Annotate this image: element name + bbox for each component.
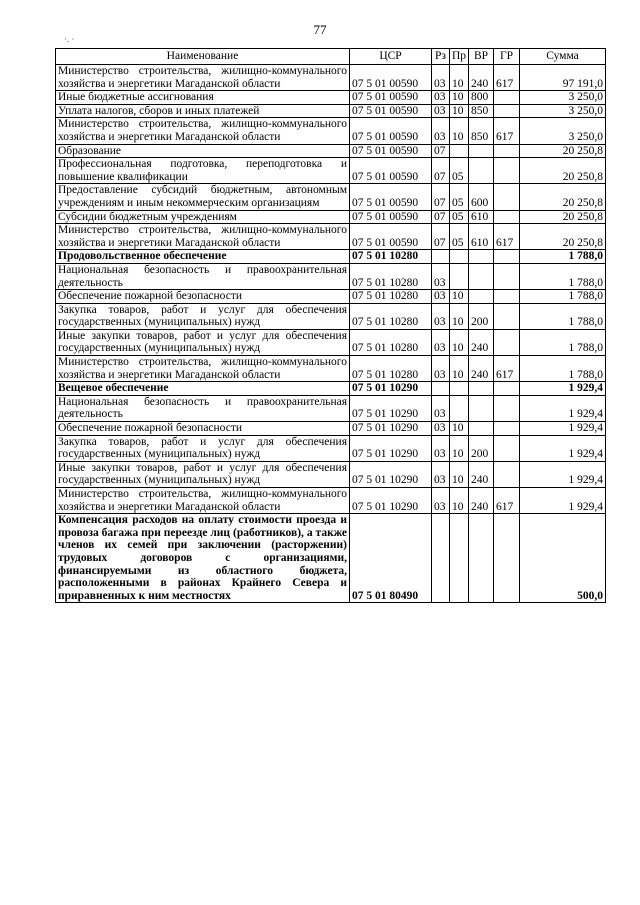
cell-pr: 05 [450, 158, 469, 184]
cell-rz: 03 [432, 91, 450, 105]
cell-vr [469, 290, 494, 304]
table-row [56, 303, 606, 329]
cell-gr [494, 514, 520, 603]
cell-rz: 03 [432, 65, 450, 91]
cell-rz: 03 [432, 422, 450, 436]
cell-pr: 05 [450, 184, 469, 210]
cell-gr: 617 [494, 488, 520, 514]
cell-vr: 240 [469, 329, 494, 355]
cell-sum: 1 788,0 [520, 290, 606, 304]
cell-rz: 03 [432, 290, 450, 304]
table-row [56, 65, 606, 91]
cell-gr: 617 [494, 356, 520, 382]
cell-name: Предоставление субсидий бюджетным, автономным учреждениям и иным некоммерческим организациям [56, 184, 350, 210]
cell-pr: 10 [450, 356, 469, 382]
cell-rz: 03 [432, 488, 450, 514]
cell-name: Министерство строительства, жилищно-коммунального хозяйства и энергетики Магаданской области [56, 224, 350, 250]
cell-sum: 1 788,0 [520, 250, 606, 264]
cell-gr: 617 [494, 224, 520, 250]
cell-sum: 1 788,0 [520, 263, 606, 289]
cell-pr: 10 [450, 290, 469, 304]
cell-pr [450, 263, 469, 289]
budget-table [55, 48, 606, 603]
cell-gr [494, 184, 520, 210]
cell-vr [469, 422, 494, 436]
cell-sum: 3 250,0 [520, 118, 606, 144]
cell-rz: 03 [432, 303, 450, 329]
cell-rz: 07 [432, 210, 450, 224]
cell-name: Профессиональная подготовка, переподготовка и повышение квалификации [56, 158, 350, 184]
cell-csr: 07 5 01 10290 [350, 488, 432, 514]
cell-sum: 1 788,0 [520, 329, 606, 355]
cell-sum: 20 250,8 [520, 224, 606, 250]
cell-pr: 10 [450, 91, 469, 105]
cell-rz: 03 [432, 395, 450, 421]
table-row [56, 329, 606, 355]
cell-pr: 10 [450, 303, 469, 329]
cell-pr: 10 [450, 422, 469, 436]
cell-pr [450, 144, 469, 158]
cell-rz: 07 [432, 184, 450, 210]
cell-rz: 03 [432, 356, 450, 382]
cell-csr: 07 5 01 10290 [350, 382, 432, 396]
cell-gr [494, 263, 520, 289]
cell-rz: 03 [432, 263, 450, 289]
cell-csr: 07 5 01 10280 [350, 329, 432, 355]
table-row [56, 118, 606, 144]
cell-name: Иные закупки товаров, работ и услуг для обеспечения государственных (муниципальных) нужд [56, 329, 350, 355]
cell-vr: 200 [469, 303, 494, 329]
cell-pr: 10 [450, 65, 469, 91]
cell-csr: 07 5 01 10280 [350, 303, 432, 329]
cell-sum: 20 250,8 [520, 158, 606, 184]
cell-sum: 3 250,0 [520, 91, 606, 105]
cell-gr [494, 435, 520, 461]
cell-gr: 617 [494, 65, 520, 91]
cell-vr: 200 [469, 435, 494, 461]
table-row [56, 224, 606, 250]
cell-vr [469, 382, 494, 396]
table-body [56, 65, 606, 603]
cell-vr [469, 263, 494, 289]
cell-name: Субсидии бюджетным учреждениям [56, 210, 350, 224]
cell-vr: 240 [469, 65, 494, 91]
cell-name: Министерство строительства, жилищно-коммунального хозяйства и энергетики Магаданской области [56, 118, 350, 144]
cell-name: Национальная безопасность и правоохранительная деятельность [56, 395, 350, 421]
cell-name: Министерство строительства, жилищно-коммунального хозяйства и энергетики Магаданской области [56, 488, 350, 514]
cell-rz: 03 [432, 104, 450, 118]
cell-vr: 240 [469, 488, 494, 514]
cell-sum: 1 929,4 [520, 488, 606, 514]
table-row [56, 422, 606, 436]
cell-csr: 07 5 01 00590 [350, 104, 432, 118]
cell-pr [450, 382, 469, 396]
cell-rz: 07 [432, 224, 450, 250]
header-sum: Сумма [520, 49, 606, 65]
cell-csr: 07 5 01 10290 [350, 422, 432, 436]
cell-csr: 07 5 01 10280 [350, 356, 432, 382]
cell-sum: 20 250,8 [520, 210, 606, 224]
cell-rz: 03 [432, 461, 450, 487]
cell-gr [494, 158, 520, 184]
cell-csr: 07 5 01 00590 [350, 91, 432, 105]
cell-sum: 1 929,4 [520, 461, 606, 487]
cell-gr [494, 144, 520, 158]
cell-rz: 03 [432, 435, 450, 461]
cell-vr: 610 [469, 224, 494, 250]
header-csr: ЦСР [350, 49, 432, 65]
cell-pr: 05 [450, 224, 469, 250]
cell-name: Образование [56, 144, 350, 158]
cell-gr [494, 461, 520, 487]
cell-csr: 07 5 01 10280 [350, 290, 432, 304]
cell-csr: 07 5 01 00590 [350, 210, 432, 224]
header-name: Наименование [56, 49, 350, 65]
cell-csr: 07 5 01 00590 [350, 144, 432, 158]
cell-pr [450, 395, 469, 421]
cell-pr: 10 [450, 118, 469, 144]
table-row [56, 210, 606, 224]
table-header-row [56, 49, 606, 65]
cell-csr: 07 5 01 00590 [350, 65, 432, 91]
cell-rz: 03 [432, 329, 450, 355]
cell-gr [494, 104, 520, 118]
table-row [56, 435, 606, 461]
table-row [56, 104, 606, 118]
cell-name: Продовольственное обеспечение [56, 250, 350, 264]
cell-vr: 610 [469, 210, 494, 224]
cell-name: Национальная безопасность и правоохранительная деятельность [56, 263, 350, 289]
cell-vr [469, 395, 494, 421]
cell-vr [469, 158, 494, 184]
cell-gr [494, 210, 520, 224]
table-row [56, 91, 606, 105]
cell-vr: 240 [469, 356, 494, 382]
cell-rz: 03 [432, 118, 450, 144]
cell-name: Министерство строительства, жилищно-коммунального хозяйства и энергетики Магаданской области [56, 356, 350, 382]
cell-pr: 10 [450, 104, 469, 118]
table-row [56, 290, 606, 304]
cell-gr [494, 422, 520, 436]
cell-sum: 1 929,4 [520, 395, 606, 421]
cell-vr [469, 250, 494, 264]
cell-sum: 97 191,0 [520, 65, 606, 91]
cell-pr: 10 [450, 461, 469, 487]
cell-gr [494, 329, 520, 355]
cell-vr: 850 [469, 118, 494, 144]
cell-vr: 600 [469, 184, 494, 210]
cell-rz [432, 514, 450, 603]
cell-name: Иные бюджетные ассигнования [56, 91, 350, 105]
cell-sum: 20 250,8 [520, 144, 606, 158]
header-vr: ВР [469, 49, 494, 65]
table-row [56, 382, 606, 396]
header-rz: Рз [432, 49, 450, 65]
table-row [56, 488, 606, 514]
table-row [56, 263, 606, 289]
table-row [56, 395, 606, 421]
cell-rz: 07 [432, 158, 450, 184]
cell-csr: 07 5 01 80490 [350, 514, 432, 603]
cell-csr: 07 5 01 00590 [350, 118, 432, 144]
cell-gr [494, 250, 520, 264]
cell-name: Вещевое обеспечение [56, 382, 350, 396]
cell-vr: 850 [469, 104, 494, 118]
cell-gr: 617 [494, 118, 520, 144]
cell-csr: 07 5 01 00590 [350, 158, 432, 184]
cell-vr [469, 144, 494, 158]
cell-csr: 07 5 01 10290 [350, 461, 432, 487]
table-row [56, 514, 606, 603]
cell-pr [450, 514, 469, 603]
cell-csr: 07 5 01 10290 [350, 435, 432, 461]
table-row [56, 356, 606, 382]
cell-csr: 07 5 01 10290 [350, 395, 432, 421]
cell-sum: 500,0 [520, 514, 606, 603]
cell-gr [494, 290, 520, 304]
table-row [56, 250, 606, 264]
cell-sum: 1 929,4 [520, 422, 606, 436]
cell-sum: 3 250,0 [520, 104, 606, 118]
cell-sum: 20 250,8 [520, 184, 606, 210]
cell-sum: 1 788,0 [520, 356, 606, 382]
cell-csr: 07 5 01 10280 [350, 263, 432, 289]
cell-name: Обеспечение пожарной безопасности [56, 290, 350, 304]
cell-name: Министерство строительства, жилищно-коммунального хозяйства и энергетики Магаданской области [56, 65, 350, 91]
table-row [56, 461, 606, 487]
cell-pr: 10 [450, 435, 469, 461]
cell-csr: 07 5 01 10280 [350, 250, 432, 264]
cell-rz [432, 250, 450, 264]
cell-name: Обеспечение пожарной безопасности [56, 422, 350, 436]
table-row [56, 184, 606, 210]
table-row [56, 144, 606, 158]
cell-pr [450, 250, 469, 264]
cell-name: Компенсация расходов на оплату стоимости проезда и провоза багажа при переезде лиц (работников), а также членов их семей при заключении (расторжении) трудовых договоров с организациями, финансируемыми из областного бюджета, расположенными в районах Крайнего Севера и приравненных к ним местностях [56, 514, 350, 603]
cell-sum: 1 788,0 [520, 303, 606, 329]
cell-pr: 05 [450, 210, 469, 224]
scan-speck: ·. · [64, 34, 75, 44]
cell-pr: 10 [450, 329, 469, 355]
cell-vr: 240 [469, 461, 494, 487]
cell-sum: 1 929,4 [520, 382, 606, 396]
cell-rz [432, 382, 450, 396]
cell-name: Уплата налогов, сборов и иных платежей [56, 104, 350, 118]
cell-gr [494, 382, 520, 396]
cell-gr [494, 91, 520, 105]
cell-name: Закупка товаров, работ и услуг для обеспечения государственных (муниципальных) нужд [56, 303, 350, 329]
cell-gr [494, 395, 520, 421]
header-pr: Пр [450, 49, 469, 65]
cell-sum: 1 929,4 [520, 435, 606, 461]
cell-name: Закупка товаров, работ и услуг для обеспечения государственных (муниципальных) нужд [56, 435, 350, 461]
cell-csr: 07 5 01 00590 [350, 224, 432, 250]
cell-rz: 07 [432, 144, 450, 158]
page-number: 77 [313, 22, 327, 37]
cell-pr: 10 [450, 488, 469, 514]
table-row [56, 158, 606, 184]
cell-name: Иные закупки товаров, работ и услуг для обеспечения государственных (муниципальных) нужд [56, 461, 350, 487]
cell-vr: 800 [469, 91, 494, 105]
cell-csr: 07 5 01 00590 [350, 184, 432, 210]
cell-vr [469, 514, 494, 603]
header-gr: ГР [494, 49, 520, 65]
cell-gr [494, 303, 520, 329]
